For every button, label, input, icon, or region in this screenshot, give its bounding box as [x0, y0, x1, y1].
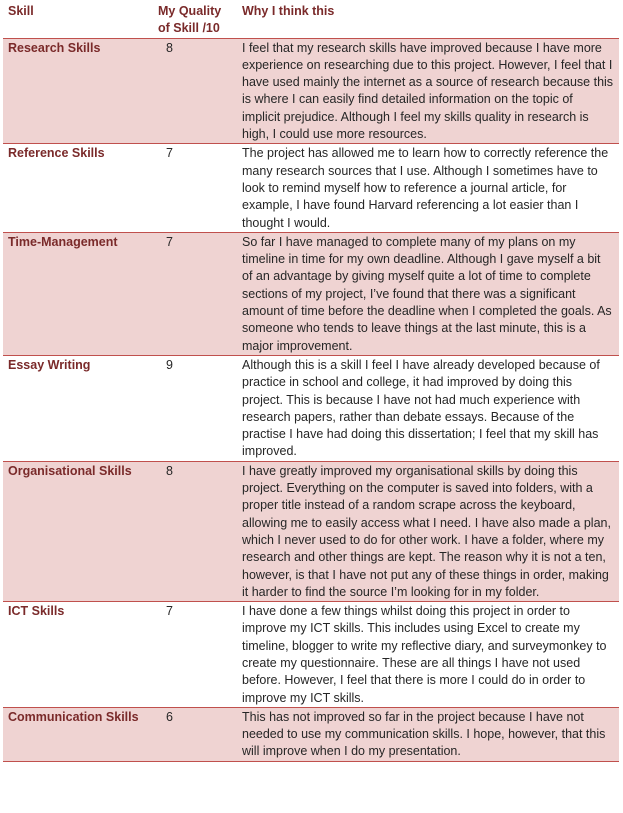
skill-score: 8 — [153, 461, 237, 601]
header-quality: My Quality of Skill /10 — [153, 2, 237, 38]
skill-score: 8 — [153, 38, 237, 144]
skill-score: 7 — [153, 232, 237, 355]
skill-reason: I have done a few things whilst doing this project in order to improve my ICT skills. This includes using Excel to create my timeline, blogger to write my reflective diary, and surveymonkey to create my questionnaire. These are all things I have not used before. However, I feel that there is more I could do in order to improve my ICT skills. — [237, 602, 619, 708]
skill-reason: I have greatly improved my organisational skills by doing this project. Everything on the computer is saved into folders, with a proper title instead of a random scrape across the keyboard, allowing me to easily access what I need. I have also made a plan, which I never used to do for other work. I have a folder, where my research and other things are kept. The reason why it is not a ten, however, is that I have not put any of these things in order, making it harder to find the source I’m looking for in my folder. — [237, 461, 619, 601]
skill-name: Time-Management — [3, 232, 153, 355]
skill-reason: I feel that my research skills have improved because I have more experience on researching due to this project. However, I feel that I have used mainly the internet as a source of research because this is where I can easily find detailed information on the topic of implicit prejudice. Although I feel my skills quality in research is high, I could use more resources. — [237, 38, 619, 144]
skill-name: Research Skills — [3, 38, 153, 144]
skill-name: ICT Skills — [3, 602, 153, 708]
skill-name: Communication Skills — [3, 707, 153, 761]
skill-name: Essay Writing — [3, 355, 153, 461]
skill-score: 7 — [153, 144, 237, 232]
table-row — [3, 461, 619, 601]
table-row — [3, 355, 619, 461]
skill-score: 6 — [153, 707, 237, 761]
skill-name: Reference Skills — [3, 144, 153, 232]
table-row — [3, 707, 619, 761]
skill-reason: Although this is a skill I feel I have already developed because of practice in school and college, it had improved by doing this project. This is because I have not had much experience with research papers, rather than debate essays. Because of the practise I have had doing this dissertation; I feel that my skill has improved. — [237, 355, 619, 461]
skill-score: 9 — [153, 355, 237, 461]
table-row — [3, 602, 619, 708]
table-row — [3, 38, 619, 144]
header-row — [3, 2, 619, 38]
header-skill: Skill — [3, 2, 153, 38]
header-why: Why I think this — [237, 2, 619, 38]
skill-reason: This has not improved so far in the project because I have not needed to use my communication skills. I hope, however, that this will improve when I do my presentation. — [237, 707, 619, 761]
skill-name: Organisational Skills — [3, 461, 153, 601]
skill-reason: The project has allowed me to learn how to correctly reference the many research sources that I use. Although I sometimes have to look to remind myself how to reference a journal article, for example, I have found Harvard referencing a lot easier than I thought I would. — [237, 144, 619, 232]
skill-reason: So far I have managed to complete many of my plans on my timeline in time for my own deadline. Although I gave myself a bit of an advantage by giving myself quite a lot of time to complete sections of my project, I’ve found that there was a significant amount of time before the deadline when I completed the goals. As someone who tends to leave things at the last minute, this is a major improvement. — [237, 232, 619, 355]
table-row — [3, 232, 619, 355]
skills-table — [3, 2, 619, 762]
table-row — [3, 144, 619, 232]
skill-score: 7 — [153, 602, 237, 708]
